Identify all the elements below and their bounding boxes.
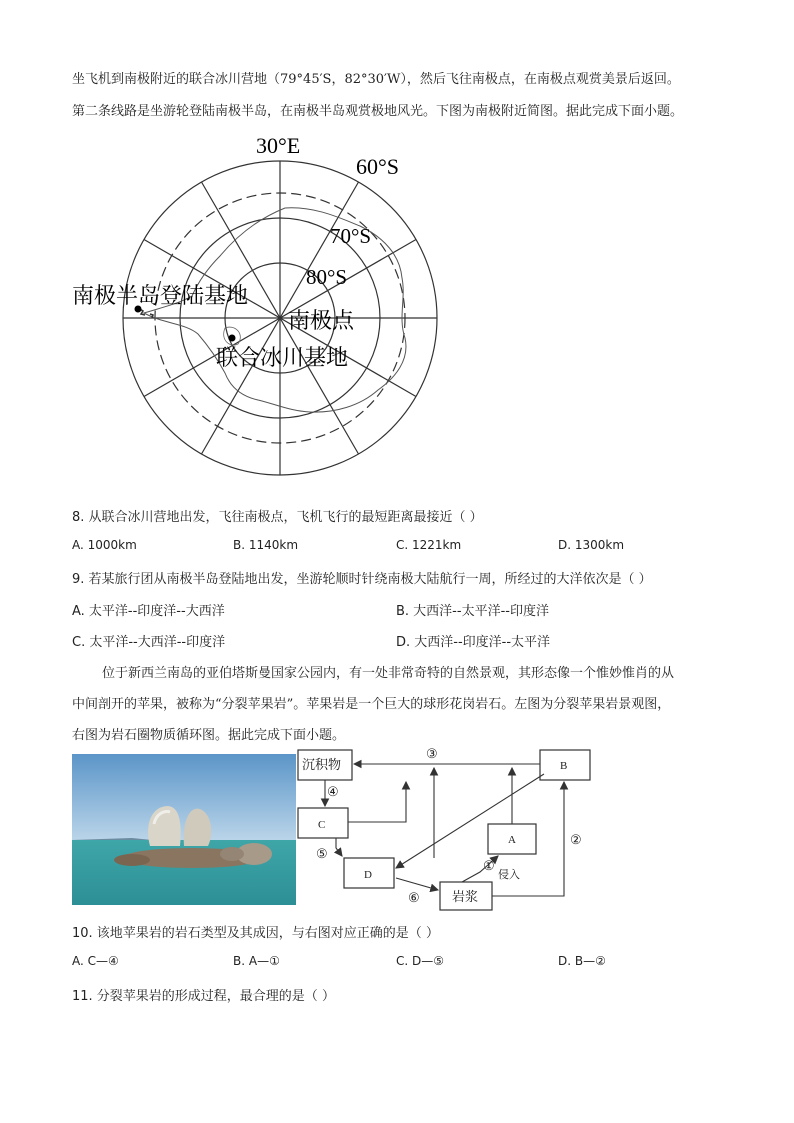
q10-option-a: A. C—④ [72,954,119,968]
intrude-label: 侵入 [498,869,520,881]
rock-cycle-diagram [290,744,600,914]
d-label: D [364,869,372,881]
q9-option-c: C. 太平洋--大西洋--印度洋 [72,635,226,650]
lon-30e-label: 30°E [256,133,301,158]
split-apple-rock-photo [72,754,296,905]
q9-option-a: A. 太平洋--印度洋--大西洋 [72,604,225,619]
glacier-base-label: 联合冰川基地 [216,345,349,370]
arrow-3-label: ③ [426,746,438,761]
q8-stem: 8. 从联合冰川营地出发，飞往南极点，飞机飞行的最短距离最接近（ ） [72,510,483,525]
a-label: A [508,834,516,846]
q11-stem: 11. 分裂苹果岩的形成过程，最合理的是（ ） [72,989,335,1004]
intro-line-1: 坐飞机到南极附近的联合冰川营地（79°45′S，82°30′W），然后飞往南极点，在南极点观赏美景后返回。 [72,72,680,87]
q9-stem: 9. 若某旅行团从南极半岛登陆地出发，坐游轮顺时针绕南极大陆航行一周，所经过的大洋依次是（ ） [72,572,652,587]
lat-80s-label: 80°S [306,265,348,289]
q8-option-a: A. 1000km [72,538,137,552]
q8-option-c: C. 1221km [396,538,462,552]
q8-option-b: B. 1140km [233,538,299,552]
lat-60s-label: 60°S [356,154,400,179]
arrow-5-label: ⑤ [316,846,328,861]
south-pole-label: 南极点 [288,308,355,333]
q10-option-d: D. B—② [558,954,606,968]
arrow-6-label: ⑥ [408,890,420,905]
glacier-base-dot [229,335,236,342]
q9-option-d: D. 大西洋--印度洋--太平洋 [396,635,551,650]
arrow-4-label: ④ [327,784,339,799]
magma-label: 岩浆 [452,889,479,904]
intro-line-2: 第二条线路是坐游轮登陆南极半岛，在南极半岛观赏极地风光。下图为南极附近简图。据此完成下面小题。 [72,104,684,119]
q10-option-c: C. D—⑤ [396,954,445,968]
antarctica-map [60,128,480,488]
c-label: C [318,819,326,831]
passage2-line-2: 中间剖开的苹果，被称为“分裂苹果岩”。苹果岩是一个巨大的球形花岗岩石。左图为分裂苹果岩景观图， [72,697,671,712]
q8-option-d: D. 1300km [558,538,625,552]
q9-option-b: B. 大西洋--太平洋--印度洋 [396,604,549,619]
arrow-1-label: ① [483,858,495,873]
b-label: B [560,760,568,772]
peninsula-base-label: 南极半岛登陆基地 [72,283,249,308]
passage2-line-3: 右图为岩石圈物质循环图。据此完成下面小题。 [72,728,346,743]
arrow-2-label: ② [570,832,582,847]
q10-option-b: B. A—① [233,954,280,968]
passage2-line-1: 位于新西兰南岛的亚伯塔斯曼国家公园内，有一处非常奇特的自然景观，其形态像一个惟妙惟肖的从 [102,666,675,681]
q10-stem: 10. 该地苹果岩的岩石类型及其成因，与右图对应正确的是（ ） [72,926,439,941]
sediment-label: 沉积物 [302,757,342,772]
lat-70s-label: 70°S [330,224,372,248]
